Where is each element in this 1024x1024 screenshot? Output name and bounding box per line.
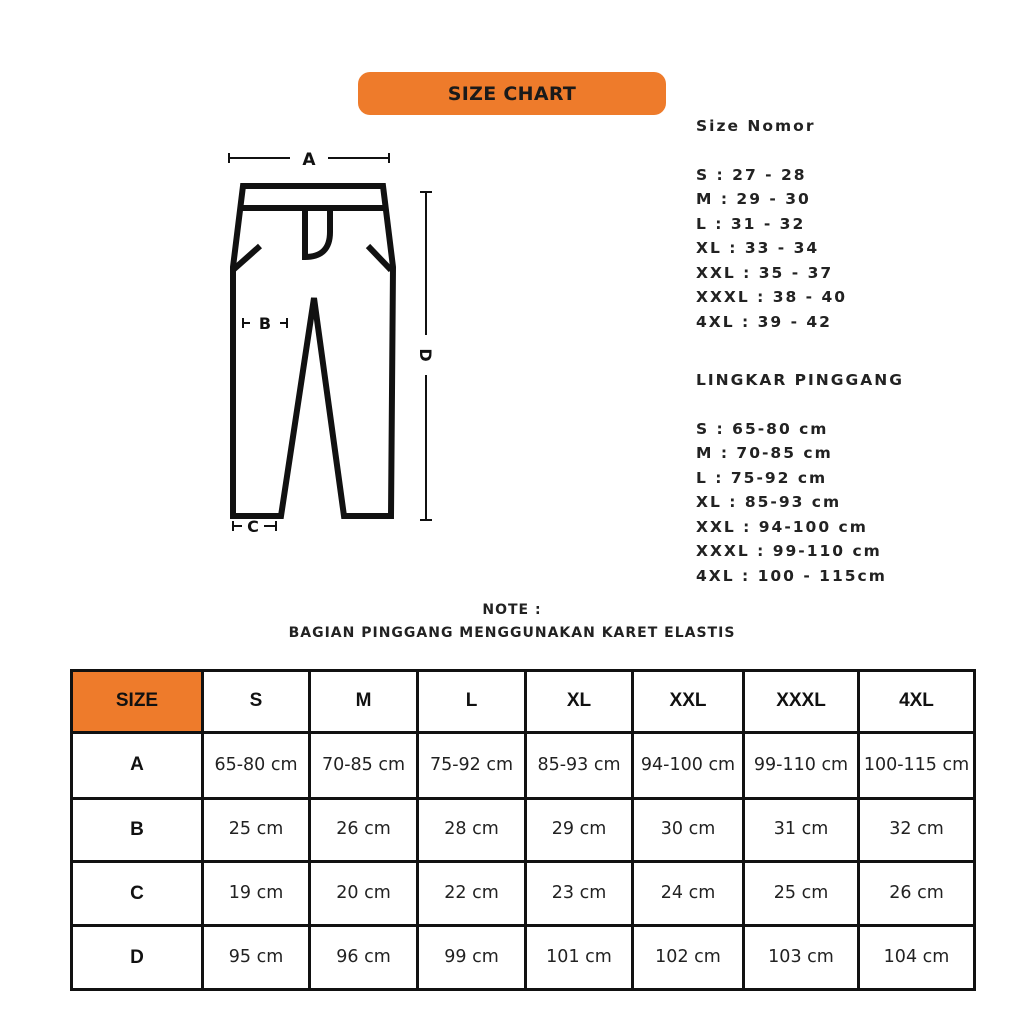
table-cell: 26 cm bbox=[310, 798, 418, 862]
table-cell: 102 cm bbox=[633, 926, 744, 990]
table-cell: 19 cm bbox=[203, 862, 310, 926]
table-cell: 25 cm bbox=[744, 862, 859, 926]
lingkar-pinggang-section bbox=[696, 368, 904, 588]
table-cell: 24 cm bbox=[633, 862, 744, 926]
table-cell: 28 cm bbox=[418, 798, 526, 862]
table-cell: 94-100 cm bbox=[633, 732, 744, 798]
row-label: B bbox=[72, 798, 203, 862]
table-header-cell: S bbox=[203, 671, 310, 733]
lingkar-pinggang-item: L : 75-92 cm bbox=[696, 468, 828, 487]
row-label: C bbox=[72, 862, 203, 926]
size-nomor-item: XXL : 35 - 37 bbox=[696, 263, 834, 282]
table-cell: 31 cm bbox=[744, 798, 859, 862]
table-cell: 99 cm bbox=[418, 926, 526, 990]
table-cell: 65-80 cm bbox=[203, 732, 310, 798]
row-label: A bbox=[72, 732, 203, 798]
table-cell: 99-110 cm bbox=[744, 732, 859, 798]
lingkar-pinggang-item: S : 65-80 cm bbox=[696, 419, 829, 438]
table-cell: 96 cm bbox=[310, 926, 418, 990]
table-cell: 26 cm bbox=[859, 862, 975, 926]
dimension-c-label: C bbox=[247, 517, 259, 536]
table-cell: 104 cm bbox=[859, 926, 975, 990]
size-nomor-item: 4XL : 39 - 42 bbox=[696, 312, 832, 331]
table-cell: 22 cm bbox=[418, 862, 526, 926]
table-cell: 103 cm bbox=[744, 926, 859, 990]
table-header-cell: L bbox=[418, 671, 526, 733]
table-header-cell: 4XL bbox=[859, 671, 975, 733]
table-row bbox=[72, 862, 975, 926]
size-nomor-section bbox=[696, 114, 847, 334]
table-row bbox=[72, 798, 975, 862]
table-cell: 29 cm bbox=[526, 798, 633, 862]
size-nomor-item: XL : 33 - 34 bbox=[696, 239, 820, 257]
table-cell: 95 cm bbox=[203, 926, 310, 990]
table-cell: 85-93 cm bbox=[526, 732, 633, 798]
table-cell: 23 cm bbox=[526, 862, 633, 926]
table-cell: 75-92 cm bbox=[418, 732, 526, 798]
lingkar-pinggang-item: XXL : 94-100 cm bbox=[696, 517, 868, 536]
table-cell: 30 cm bbox=[633, 798, 744, 862]
table-header-size: SIZE bbox=[72, 671, 203, 733]
table-header-cell: XXXL bbox=[744, 671, 859, 733]
table-row bbox=[72, 926, 975, 990]
dimension-a-label: A bbox=[302, 150, 316, 170]
size-nomor-item: XXXL : 38 - 40 bbox=[696, 288, 848, 306]
table-header-cell: M bbox=[310, 671, 418, 733]
size-nomor-item: M : 29 - 30 bbox=[696, 190, 811, 208]
table-header-row bbox=[72, 671, 975, 733]
lingkar-pinggang-item: XL : 85-93 cm bbox=[696, 493, 842, 511]
row-label: D bbox=[72, 926, 203, 990]
lingkar-pinggang-item: M : 70-85 cm bbox=[696, 444, 833, 462]
table-header-cell: XL bbox=[526, 671, 633, 733]
dimension-b-label: B bbox=[258, 314, 272, 333]
pants-outline bbox=[233, 186, 393, 516]
table-cell: 101 cm bbox=[526, 926, 633, 990]
fly-stitch bbox=[305, 210, 330, 257]
size-chart-title: SIZE CHART bbox=[358, 72, 666, 115]
table-header-cell: XXL bbox=[633, 671, 744, 733]
note-text: BAGIAN PINGGANG MENGGUNAKAN KARET ELASTIS bbox=[288, 625, 736, 641]
table-cell: 25 cm bbox=[203, 798, 310, 862]
table-cell: 20 cm bbox=[310, 862, 418, 926]
lingkar-pinggang-item: XXXL : 99-110 cm bbox=[696, 542, 882, 560]
table-cell: 70-85 cm bbox=[310, 732, 418, 798]
size-nomor-item: S : 27 - 28 bbox=[696, 165, 807, 184]
size-nomor-item: L : 31 - 32 bbox=[696, 214, 806, 233]
size-table bbox=[70, 669, 976, 991]
right-pocket-line bbox=[368, 246, 391, 270]
table-cell: 32 cm bbox=[859, 798, 975, 862]
size-nomor-heading: Size Nomor bbox=[696, 117, 816, 135]
lingkar-pinggang-heading: LINGKAR PINGGANG bbox=[696, 371, 904, 389]
lingkar-pinggang-item: 4XL : 100 - 115cm bbox=[696, 566, 887, 585]
table-row bbox=[72, 732, 975, 798]
note-label: NOTE : bbox=[482, 602, 542, 618]
dimension-d-label: D bbox=[416, 348, 435, 362]
table-cell: 100-115 cm bbox=[859, 732, 975, 798]
